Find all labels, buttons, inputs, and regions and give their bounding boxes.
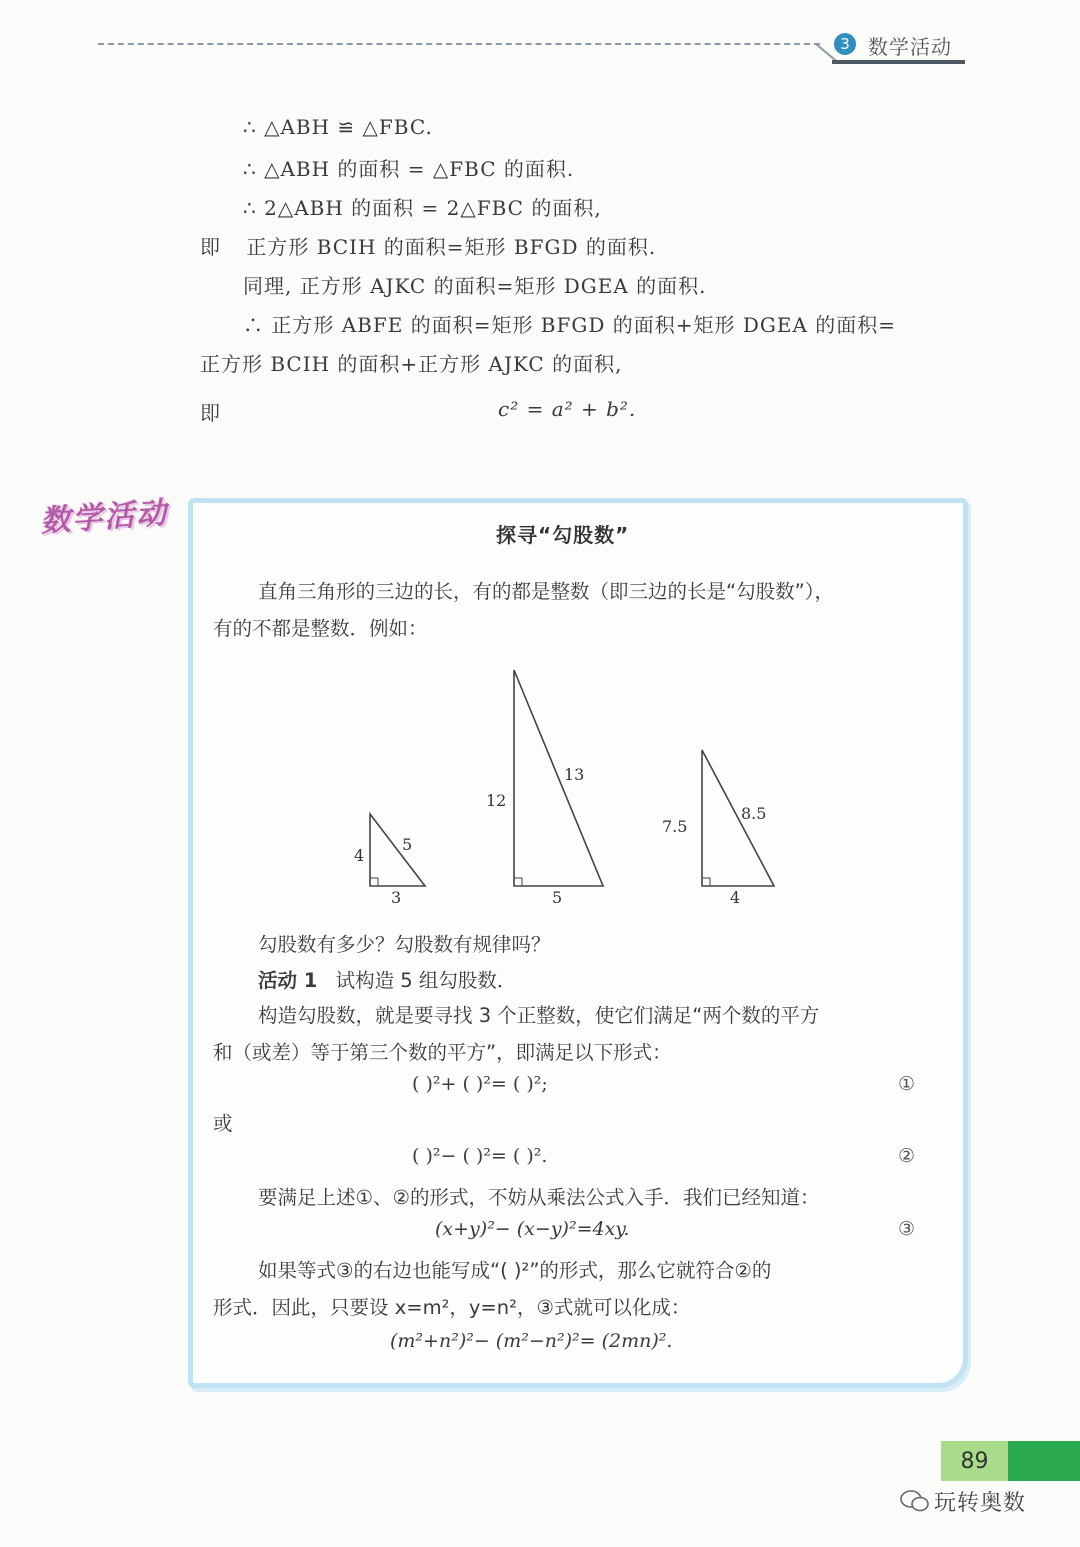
triangle-1-leg-horizontal: 3: [391, 888, 402, 907]
intro-paragraph-line-1: 直角三角形的三边的长，有的都是整数（即三边的长是“勾股数”），: [258, 580, 834, 603]
header-underline: [832, 60, 965, 64]
therefore-symbol: ∴: [243, 157, 257, 181]
proof-text: 2△ABH 的面积 = 2△FBC 的面积,: [264, 196, 602, 220]
triangle-2-leg-vertical: 12: [486, 791, 507, 810]
proof-text: △ABH 的面积 = △FBC 的面积.: [264, 157, 575, 181]
triangle-3-leg-vertical: 7.5: [662, 817, 688, 836]
activity-badge: 数学活动: [39, 495, 170, 540]
right-triangles-figure: [340, 660, 800, 910]
formula-intro-line: 要满足上述①、②的形式，不妨从乘法公式入手．我们已经知道：: [258, 1186, 820, 1209]
equation-3: (x+y)²− (x−y)²=4xy.: [435, 1218, 630, 1240]
proof-line-2: [243, 153, 574, 182]
namely-label: 即: [200, 235, 221, 259]
proof-line-5: 同理, 正方形 AJKC 的面积=矩形 DGEA 的面积.: [243, 274, 707, 298]
activity-1-text: 试构造 5 组勾股数．: [335, 969, 517, 992]
equation-3-number: ③: [898, 1218, 916, 1240]
proof-line-1: [243, 115, 433, 139]
therefore-symbol: ∴: [243, 196, 257, 220]
construct-paragraph-line-1: 构造勾股数，就是要寻找 3 个正整数，使它们满足“两个数的平方: [258, 1004, 820, 1027]
triangle-2-leg-horizontal: 5: [552, 888, 563, 907]
intro-paragraph-line-2: 有的不都是整数．例如：: [213, 617, 428, 640]
conclusion-line-2: 形式．因此，只要设 x=m²，y=n²，③式就可以化成：: [213, 1296, 691, 1319]
equation-1-number: ①: [898, 1073, 916, 1095]
activity-title: 探寻“勾股数”: [496, 523, 630, 547]
activity-1-line: [258, 965, 516, 993]
namely-label: 即: [200, 401, 221, 425]
equation-2-number: ②: [898, 1145, 916, 1167]
equation-4: (m²+n²)²− (m²−n²)²= (2mn)².: [390, 1330, 673, 1352]
watermark-text: 玩转奥数: [934, 1491, 1027, 1516]
triangle-5-12-13: [514, 670, 603, 886]
proof-line-3: [243, 192, 602, 221]
chapter-title: 数学活动: [868, 35, 952, 59]
equation-2: ( )²− ( )²= ( )².: [412, 1145, 548, 1167]
triangle-3-hypotenuse: 8.5: [741, 804, 767, 823]
triangle-1-hypotenuse: 5: [402, 835, 413, 854]
page-number-tab: [1008, 1441, 1080, 1481]
header-rule: [98, 43, 820, 45]
therefore-symbol: ∴: [243, 313, 264, 337]
proof-line-4: [200, 231, 656, 260]
triangle-3-4-5: [370, 814, 425, 886]
triangle-1-leg-vertical: 4: [354, 846, 365, 865]
pythagorean-formula: c² = a² + b².: [498, 397, 637, 421]
wechat-icon: [900, 1490, 930, 1512]
question-line: 勾股数有多少？勾股数有规律吗？: [258, 933, 551, 956]
chapter-number-badge: 3: [834, 33, 856, 55]
proof-text: △ABH ≌ △FBC.: [264, 115, 433, 139]
proof-text: 正方形 ABFE 的面积=矩形 BFGD 的面积+矩形 DGEA 的面积=: [271, 313, 897, 337]
triangle-3-leg-horizontal: 4: [730, 888, 741, 907]
conclusion-line-1: 如果等式③的右边也能写成“( )²”的形式，那么它就符合②的: [258, 1259, 772, 1282]
equation-1: ( )²+ ( )²= ( )²;: [412, 1073, 548, 1095]
page-number: 89: [941, 1441, 1008, 1481]
or-label: 或: [213, 1112, 233, 1135]
proof-line-7: 正方形 BCIH 的面积+正方形 AJKC 的面积,: [200, 352, 623, 376]
activity-1-label: 活动 1: [258, 969, 318, 992]
proof-line-6: [243, 309, 896, 338]
triangle-2-hypotenuse: 13: [564, 765, 585, 784]
construct-paragraph-line-2: 和（或差）等于第三个数的平方”，即满足以下形式：: [213, 1041, 672, 1064]
therefore-symbol: ∴: [243, 115, 257, 139]
proof-text: 正方形 BCIH 的面积=矩形 BFGD 的面积.: [246, 235, 657, 259]
